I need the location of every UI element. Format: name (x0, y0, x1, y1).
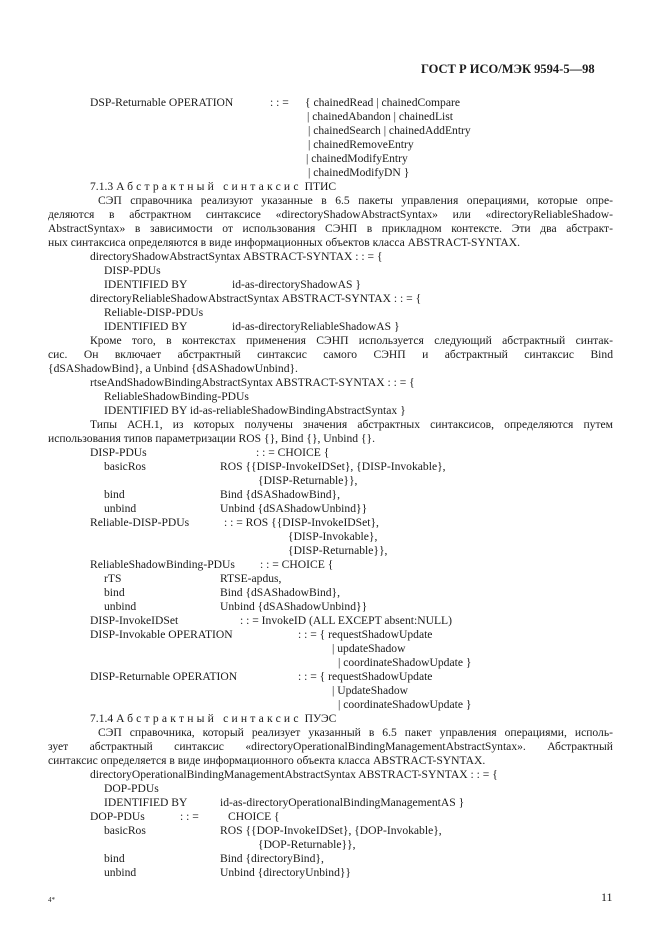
asn1-line: Reliable-DISP-PDUs (104, 306, 204, 319)
asn1-line: Reliable-DISP-PDUs (90, 516, 190, 529)
section-heading-7-1-3 (90, 180, 336, 194)
asn1-line: basicRos (104, 824, 146, 837)
asn1-line: { chainedRead | chainedCompare (305, 96, 460, 109)
asn1-line: DISP-InvokeIDSet (90, 614, 179, 627)
paragraph-line: синтаксис определяется в виде информационного объекта класса ABSTRACT-SYNTAX. (48, 754, 486, 767)
asn1-line: IDENTIFIED BY (104, 278, 188, 291)
asn1-line: bind (104, 586, 125, 599)
paragraph-line: зует абстрактный синтаксис «directoryOperationalBindingManagementAbstractSyntax». Абстрактный (48, 740, 613, 753)
asn1-line: directoryOperationalBindingManagementAbstractSyntax ABSTRACT-SYNTAX : : = { (90, 768, 498, 781)
asn1-line: {DOP-Returnable}}, (258, 838, 356, 851)
paragraph-line: {dSAShadowBind}, a Unbind {dSAShadowUnbind}. (48, 362, 298, 375)
paragraph-line: ных синтаксиса определяются в виде информационных объектов класса ABSTRACT-SYNTAX. (48, 236, 521, 249)
asn1-line: ROS {{DISP-InvokeIDSet}, {DISP-Invokable}, (220, 460, 446, 473)
paragraph-line: деляются в абстрактном синтаксисе «directoryShadowAbstractSyntax» или «directoryReliableShadow- (48, 208, 613, 221)
asn1-line: Unbind {directoryUnbind}} (220, 866, 352, 879)
paragraph-line: сис. Он включает абстрактный синтаксис самого СЭНП и абстрактный синтаксис Bind (48, 348, 613, 361)
asn1-line: DOP-PDUs (104, 782, 159, 795)
asn1-line: : : = InvokeID (ALL EXCEPT absent:NULL) (240, 614, 452, 627)
asn1-line: | chainedModifyEntry (306, 152, 408, 165)
asn1-line: DISP-PDUs (104, 264, 161, 277)
asn1-line: | coordinateShadowUpdate } (338, 656, 472, 669)
paragraph-line: Типы АСН.1, из которых получены значения абстрактных синтаксисов, определяются путем (90, 418, 613, 431)
asn1-line: Unbind {dSAShadowUnbind}} (220, 600, 368, 613)
section-number: 7.1.3 (90, 180, 114, 193)
running-header: ГОСТ Р ИСО/МЭК 9594-5—98 (421, 62, 595, 76)
asn1-assign: : : = (270, 96, 289, 109)
asn1-line: {DISP-Returnable}}, (288, 544, 388, 557)
asn1-line: : : = { requestShadowUpdate (298, 628, 433, 641)
asn1-line: | chainedModifyDN } (308, 166, 410, 179)
asn1-line: id-as-directoryReliableShadowAS } (232, 320, 400, 333)
asn1-line: directoryShadowAbstractSyntax ABSTRACT-SYNTAX : : = { (90, 250, 383, 263)
asn1-line: bind (104, 488, 125, 501)
asn1-line: Bind {directoryBind}, (220, 852, 324, 865)
paragraph-line: AbstractSyntax» в зависимости от использования СЭНП в прикладном контексте. Эти два абстракт- (48, 222, 613, 235)
asn1-line: {DISP-Returnable}}, (258, 474, 358, 487)
asn1-line: IDENTIFIED BY id-as-reliableShadowBindingAbstractSyntax } (104, 404, 406, 417)
asn1-line: Unbind {dSAShadowUnbind}} (220, 502, 368, 515)
asn1-line: DISP-Invokable OPERATION (90, 628, 233, 641)
asn1-line: | UpdateShadow (332, 684, 409, 697)
asn1-line: DISP-Returnable OPERATION (90, 670, 238, 683)
section-acronym: ПУЭС (304, 712, 337, 725)
paragraph-line: СЭП справочника, который реализует указанный в 6.5 пакет управления операциями, исполь- (98, 726, 613, 739)
asn1-line: CHOICE { (228, 810, 280, 823)
asn1-line: ReliableShadowBinding-PDUs (104, 390, 249, 403)
section-number: 7.1.4 (90, 712, 114, 725)
paragraph-line: СЭП справочника реализуют указанные в 6.5 пакеты управления операциями, которые опре- (98, 194, 613, 207)
asn1-line: | chainedRemoveEntry (308, 138, 414, 151)
asn1-line: Bind {dSAShadowBind}, (220, 488, 340, 501)
section-heading-7-1-4 (90, 712, 336, 726)
asn1-line: rTS (104, 572, 122, 585)
asn1-line: RTSE-apdus, (220, 572, 282, 585)
asn1-line: unbind (104, 600, 137, 613)
asn1-line: ReliableShadowBinding-PDUs (90, 558, 235, 571)
section-title: Абстрактный синтаксис (116, 180, 302, 193)
asn1-line: id-as-directoryShadowAS } (232, 278, 361, 291)
asn1-line: unbind (104, 502, 137, 515)
asn1-line: | chainedAbandon | chainedList (307, 110, 453, 123)
asn1-line: IDENTIFIED BY (104, 796, 188, 809)
asn1-line: basicRos (104, 460, 146, 473)
asn1-line: | chainedSearch | chainedAddEntry (308, 124, 471, 137)
asn1-line: {DISP-Invokable}, (288, 530, 378, 543)
asn1-line: | coordinateShadowUpdate } (338, 698, 472, 711)
asn1-line: DISP-PDUs (90, 446, 147, 459)
page-number: 11 (601, 890, 613, 904)
section-acronym: ПТИС (304, 180, 337, 193)
paragraph-line: использования типов параметризации ROS {}, Bind {}, Unbind {}. (48, 432, 376, 445)
asn1-line: : : = CHOICE { (260, 558, 334, 571)
asn1-type-name: DSP-Returnable OPERATION (90, 96, 234, 109)
asn1-line: IDENTIFIED BY (104, 320, 188, 333)
paragraph-line: Кроме того, в контекстах применения СЭНП используется следующий абстрактный синтак- (90, 334, 613, 347)
asn1-line: id-as-directoryOperationalBindingManagementAS } (220, 796, 465, 809)
asn1-line: | updateShadow (332, 642, 406, 655)
asn1-line: : : = { requestShadowUpdate (298, 670, 433, 683)
asn1-line: : : = (180, 810, 199, 823)
asn1-line: unbind (104, 866, 137, 879)
footer-mark: 4* (48, 896, 55, 904)
section-title: Абстрактный синтаксис (116, 712, 302, 725)
asn1-line: bind (104, 852, 125, 865)
asn1-line: DOP-PDUs (90, 810, 145, 823)
asn1-line: ROS {{DOP-InvokeIDSet}, {DOP-Invokable}, (220, 824, 442, 837)
asn1-line: : : = ROS {{DISP-InvokeIDSet}, (224, 516, 379, 529)
asn1-line: directoryReliableShadowAbstractSyntax ABSTRACT-SYNTAX : : = { (90, 292, 422, 305)
asn1-line: : : = CHOICE { (256, 446, 330, 459)
asn1-line: Bind {dSAShadowBind}, (220, 586, 340, 599)
asn1-line: rtseAndShadowBindingAbstractSyntax ABSTRACT-SYNTAX : : = { (90, 376, 415, 389)
